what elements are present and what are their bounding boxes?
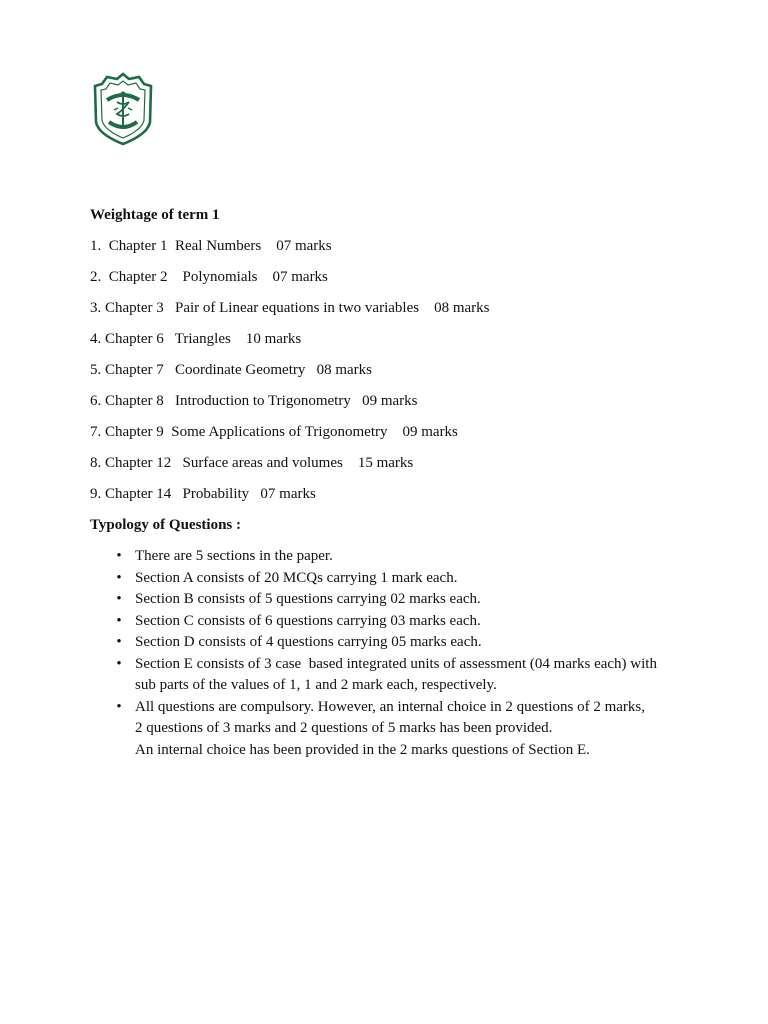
chapter-item: 1. Chapter 1 Real Numbers 07 marks: [90, 238, 332, 254]
chapter-item: 4. Chapter 6 Triangles 10 marks: [90, 331, 302, 347]
chapter-item: 3. Chapter 3 Pair of Linear equations in two variables 08 marks: [90, 300, 490, 316]
typology-item-text: sub parts of the values of 1, 1 and 2 mark each, respectively.: [135, 677, 497, 693]
chapter-item: 5. Chapter 7 Coordinate Geometry 08 marks: [90, 362, 373, 378]
typology-list-item: [90, 654, 670, 697]
typology-list-item: [90, 568, 670, 590]
typology-list-item: [90, 632, 670, 654]
typology-list-item: [90, 589, 670, 611]
chapter-item: 8. Chapter 12 Surface areas and volumes 15 marks: [90, 455, 414, 471]
bullet-icon: •: [116, 612, 122, 629]
typology-item-text: Section C consists of 6 questions carrying 03 marks each.: [135, 612, 481, 629]
bullet-icon: •: [116, 548, 122, 564]
typology-list-item: [90, 611, 670, 633]
school-crest-logo-icon: [92, 72, 154, 146]
chapter-item: 6. Chapter 8 Introduction to Trigonometry 09 marks: [90, 393, 418, 409]
chapter-item: 9. Chapter 14 Probability 07 marks: [90, 486, 316, 502]
bullet-icon: •: [116, 591, 122, 607]
typology-item-text: Section D consists of 4 questions carrying 05 marks each.: [135, 634, 482, 650]
document-body: [90, 205, 690, 761]
typology-item-text: Section E consists of 3 case based integrated units of assessment (04 marks each) with: [135, 655, 657, 672]
typology-item-text: 2 questions of 3 marks and 2 questions of 5 marks has been provided.: [135, 720, 553, 736]
bullet-icon: •: [116, 634, 122, 650]
typology-item-text: All questions are compulsory. However, an internal choice in 2 questions of 2 marks,: [135, 698, 645, 715]
chapter-item: 2. Chapter 2 Polynomials 07 marks: [90, 269, 328, 285]
typology-item-text: An internal choice has been provided in the 2 marks questions of Section E.: [135, 741, 590, 758]
weightage-heading: Weightage of term 1: [90, 207, 220, 223]
typology-item-text: There are 5 sections in the paper.: [135, 548, 333, 564]
bullet-icon: •: [116, 698, 122, 715]
bullet-icon: •: [116, 569, 122, 586]
chapter-weightage-list: [90, 236, 690, 504]
typology-bullet-list: [90, 546, 690, 761]
typology-heading: Typology of Questions :: [90, 517, 241, 533]
bullet-icon: •: [116, 655, 122, 672]
typology-item-text: Section B consists of 5 questions carrying 02 marks each.: [135, 591, 481, 607]
typology-item-text: Section A consists of 20 MCQs carrying 1 mark each.: [135, 569, 458, 586]
typology-list-item: [90, 546, 670, 568]
typology-list-item: [90, 697, 670, 762]
chapter-item: 7. Chapter 9 Some Applications of Trigonometry 09 marks: [90, 424, 458, 440]
